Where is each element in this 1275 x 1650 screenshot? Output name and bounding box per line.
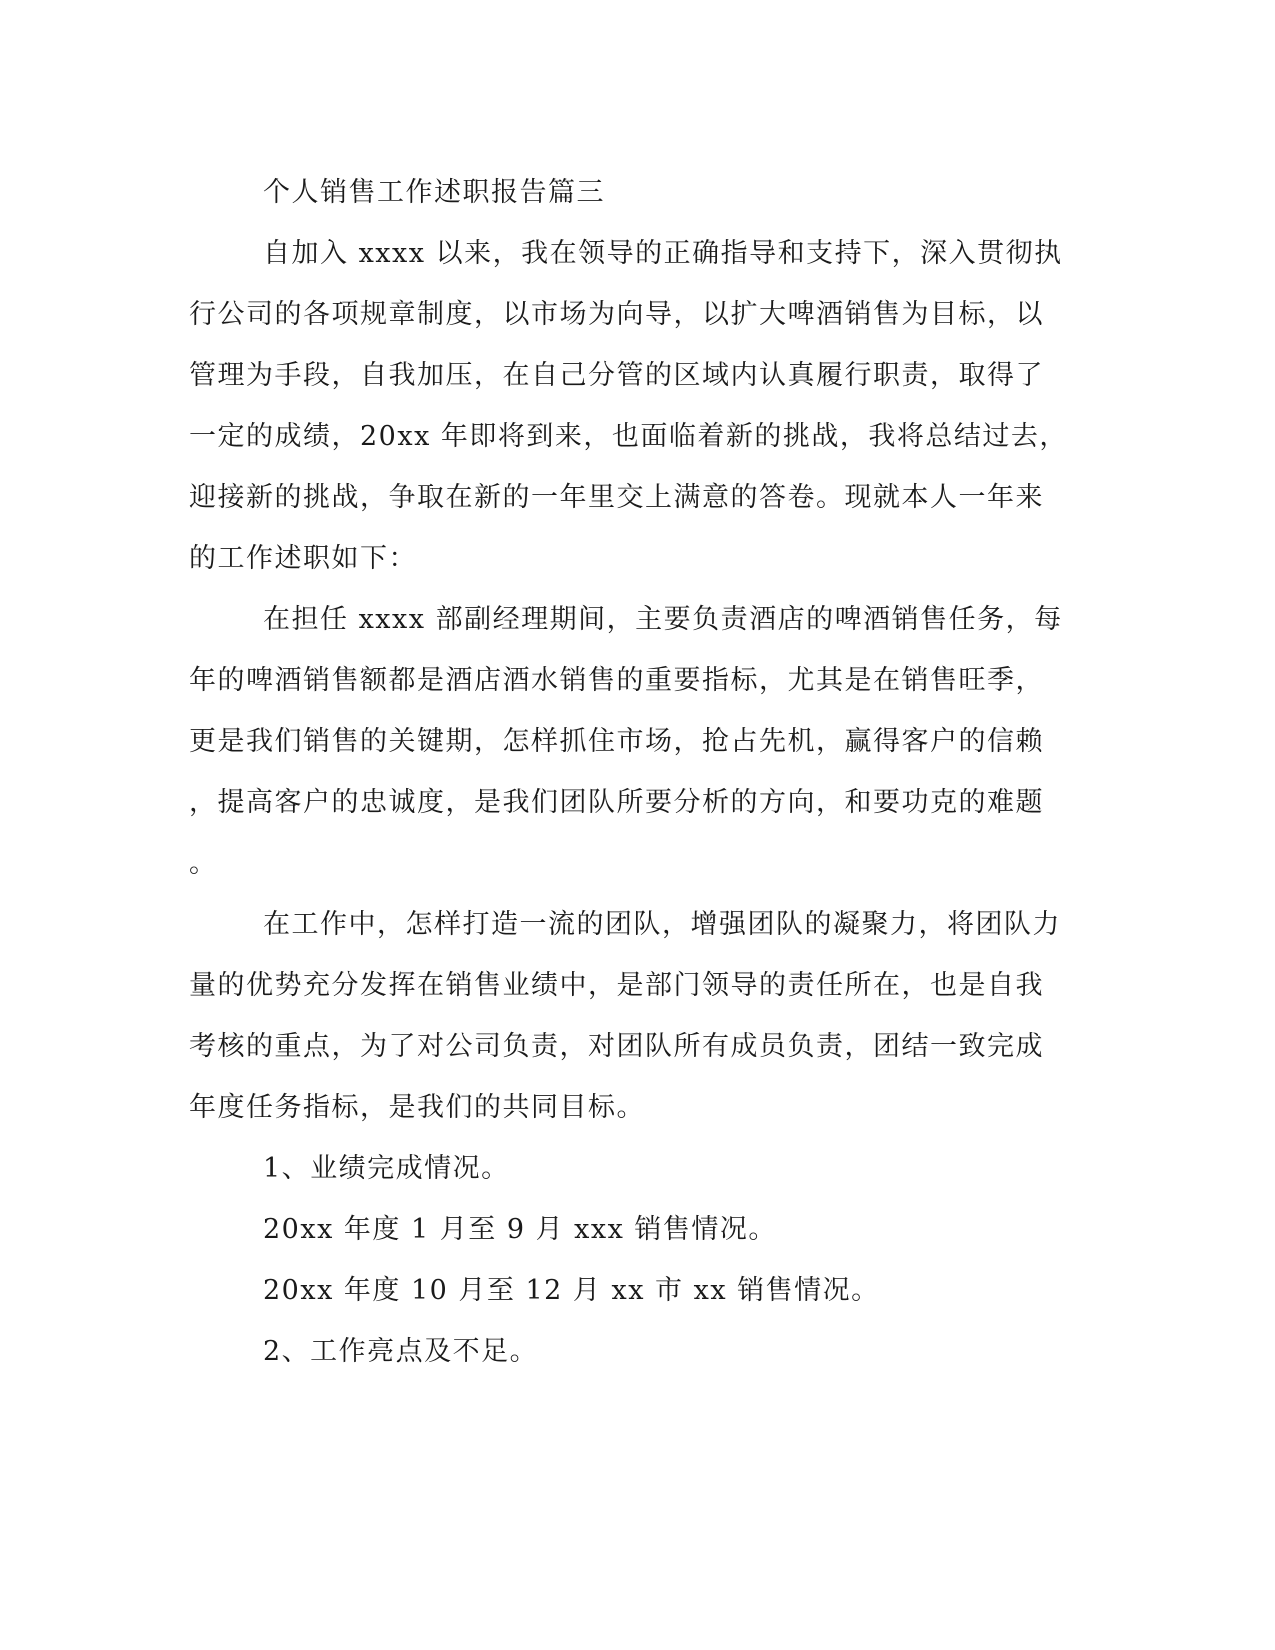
text-line: 自加入 xxxx 以来，我在领导的正确指导和支持下，深入贯彻执 (263, 238, 1063, 269)
text-line: 。 (189, 848, 218, 879)
document-lines (189, 223, 1069, 1382)
document-title: 个人销售工作述职报告篇三 (263, 177, 605, 208)
document-body (189, 162, 1069, 1382)
text-line: 一定的成绩，20xx 年即将到来，也面临着新的挑战，我将总结过去， (189, 421, 1068, 452)
text-line: 在担任 xxxx 部副经理期间，主要负责酒店的啤酒销售任务，每 (263, 604, 1063, 635)
text-line: 迎接新的挑战，争取在新的一年里交上满意的答卷。现就本人一年来 (189, 482, 1044, 513)
text-line: 行公司的各项规章制度，以市场为向导，以扩大啤酒销售为目标，以 (189, 299, 1044, 330)
text-line: 年的啤酒销售额都是酒店酒水销售的重要指标，尤其是在销售旺季， (189, 665, 1044, 696)
text-line: 量的优势充分发挥在销售业绩中，是部门领导的责任所在，也是自我 (189, 970, 1044, 1001)
text-line: 20xx 年度 10 月至 12 月 xx 市 xx 销售情况。 (263, 1275, 880, 1306)
text-line: 20xx 年度 1 月至 9 月 xxx 销售情况。 (263, 1214, 777, 1245)
text-line: ，提高客户的忠诚度，是我们团队所要分析的方向，和要功克的难题 (189, 787, 1044, 818)
text-line: 1、业绩完成情况。 (263, 1153, 510, 1184)
text-line: 考核的重点，为了对公司负责，对团队所有成员负责，团结一致完成 (189, 1031, 1044, 1062)
text-line: 在工作中，怎样打造一流的团队，增强团队的凝聚力，将团队力 (263, 909, 1061, 940)
text-line: 更是我们销售的关键期，怎样抓住市场，抢占先机，赢得客户的信赖 (189, 726, 1044, 757)
text-line: 的工作述职如下： (189, 543, 417, 574)
text-line: 管理为手段，自我加压，在自己分管的区域内认真履行职责，取得了 (189, 360, 1044, 391)
text-line: 年度任务指标，是我们的共同目标。 (189, 1092, 645, 1123)
text-line: 2、工作亮点及不足。 (263, 1336, 539, 1367)
